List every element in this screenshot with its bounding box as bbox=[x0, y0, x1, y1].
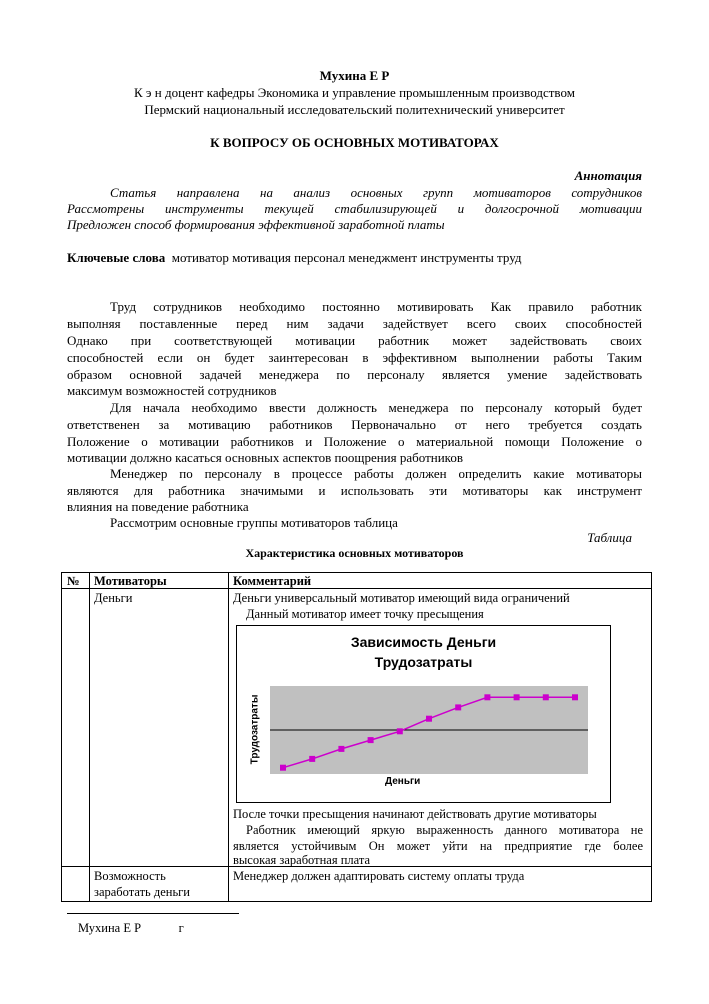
body-line: Менеджер по персоналу в процессе работы должен определить какие мотиваторы bbox=[110, 466, 642, 481]
body-line: способностей если он будет заинтересован в эффективном выполнении работы Таким bbox=[67, 350, 642, 365]
y-axis-label: Трудозатраты bbox=[249, 694, 261, 765]
data-point bbox=[514, 694, 520, 700]
comment-line: высокая заработная плата bbox=[233, 853, 371, 867]
body-line: образом основной задачей менеджера по персоналу является умение задействовать bbox=[67, 367, 642, 382]
chart-title-line2: Трудозатраты bbox=[374, 654, 473, 670]
body-line: являются для работника значимыми и использовать эти мотиваторы как инструмент bbox=[67, 483, 642, 498]
column-divider bbox=[228, 573, 229, 901]
body-line: Однако при соответствующей мотивации работник может задействовать своих bbox=[67, 333, 642, 348]
data-point bbox=[280, 765, 286, 771]
annotation-line: Рассмотрены инструменты текущей стабилизирующей и долгосрочной мотивации bbox=[67, 201, 642, 216]
table-caption: Характеристика основных мотиваторов bbox=[245, 546, 464, 560]
body-line: ответственен за мотивацию работников Первоначально от него требуется создать bbox=[67, 417, 642, 432]
comment-line: является устойчивым Он может уйти на предприятие где более bbox=[233, 839, 643, 853]
data-point bbox=[543, 694, 549, 700]
comment-line: Менеджер должен адаптировать систему оплаты труда bbox=[233, 869, 525, 883]
keywords bbox=[67, 249, 642, 266]
motivator-earning: заработать деньги bbox=[94, 885, 190, 899]
comment-line: Работник имеющий яркую выраженность данного мотиватора не bbox=[246, 823, 643, 837]
annotation-heading: Аннотация bbox=[574, 168, 642, 183]
data-point bbox=[338, 746, 344, 752]
body-line: выполняя поставленные перед ним задачи задействует всего своих способностей bbox=[67, 316, 642, 331]
data-point bbox=[368, 737, 374, 743]
header-comment: Комментарий bbox=[233, 574, 312, 588]
body-line: Рассмотрим основные группы мотиваторов таблица bbox=[110, 515, 398, 530]
data-point bbox=[426, 716, 432, 722]
author-university: Пермский национальный исследовательский политехнический университет bbox=[144, 102, 565, 117]
body-line: Положение о мотивации работников и Положение о материальной помощи Положение о bbox=[67, 434, 642, 449]
body-line: влияния на поведение работника bbox=[67, 499, 249, 514]
motivator-earning: Возможность bbox=[94, 869, 166, 883]
header-motivators: Мотиваторы bbox=[94, 574, 167, 588]
motivators-table bbox=[61, 572, 652, 902]
comment-line: Данный мотиватор имеет точку пресыщения bbox=[246, 607, 484, 621]
column-divider bbox=[89, 573, 90, 901]
comment-line: Деньги универсальный мотиватор имеющий вида ограничений bbox=[233, 591, 570, 605]
body-line: Труд сотрудников необходимо постоянно мотивировать Как правило работник bbox=[110, 299, 642, 314]
motivator-money: Деньги bbox=[94, 591, 133, 605]
money-labor-chart bbox=[236, 625, 611, 803]
author-position: К э н доцент кафедры Экономика и управление промышленным производством bbox=[134, 85, 575, 100]
table-label: Таблица bbox=[587, 530, 632, 545]
footnote: Мухина Е Р г bbox=[78, 921, 184, 935]
body-line: максимум возможностей сотрудников bbox=[67, 383, 277, 398]
header-number: № bbox=[67, 574, 80, 588]
data-point bbox=[484, 694, 490, 700]
data-point bbox=[397, 728, 403, 734]
annotation-line: Статья направлена на анализ основных групп мотиваторов сотрудников bbox=[110, 185, 642, 200]
data-point bbox=[455, 704, 461, 710]
footnote-separator bbox=[67, 913, 239, 914]
article-title: К ВОПРОСУ ОБ ОСНОВНЫХ МОТИВАТОРАХ bbox=[210, 135, 499, 150]
comment-line: После точки пресыщения начинают действовать другие мотиваторы bbox=[233, 807, 597, 821]
x-axis-label: Деньги bbox=[385, 776, 421, 787]
chart-title-line1: Зависимость Деньги bbox=[350, 634, 497, 650]
body-line: мотивации должно касаться основных аспектов поощрения работников bbox=[67, 450, 463, 465]
data-point bbox=[572, 694, 578, 700]
author-name: Мухина Е Р bbox=[319, 68, 390, 83]
keywords-text: мотиватор мотивация персонал менеджмент инструменты труд bbox=[171, 250, 522, 265]
chart-plot bbox=[237, 626, 610, 802]
data-point bbox=[309, 756, 315, 762]
body-line: Для начала необходимо ввести должность менеджера по персоналу который будет bbox=[110, 400, 642, 415]
annotation-line: Предложен способ формирования эффективной заработной платы bbox=[67, 217, 445, 232]
keywords-label: Ключевые слова bbox=[67, 250, 166, 265]
